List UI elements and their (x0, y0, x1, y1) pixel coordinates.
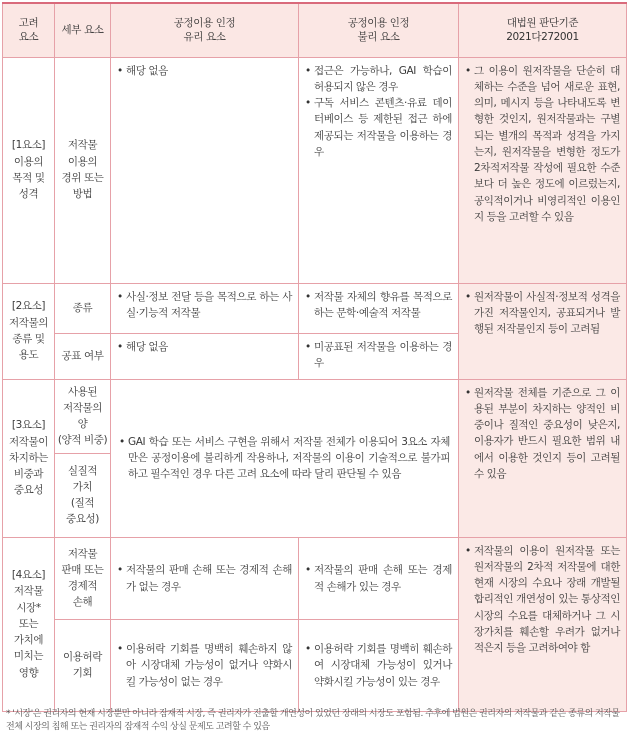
favorable-4b (111, 619, 299, 711)
list-item: • 이용허락 기회를 명백히 훼손하지 않아 시장대체 가능성이 없거나 약화시킬 가능성이 없는 경우 (117, 641, 292, 690)
merged-3 (111, 379, 459, 537)
footnote (6, 708, 624, 734)
factor-2: [2요소] 저작물의 종류 및 용도 (3, 283, 55, 379)
sub-3b: 실질적 가치 (질적 중요성) (55, 453, 111, 537)
header-sub: 세부 요소 (55, 3, 111, 57)
favorable-4a (111, 537, 299, 619)
favorable-2b (111, 333, 299, 379)
header-favorable: 공정이용 인정 유리 요소 (111, 3, 299, 57)
list-item: • 원저작물이 사실적·정보적 성격을 가진 저작물인지, 공표되거나 발행된 저작물인지 등이 고려됨 (465, 289, 620, 338)
court-1 (459, 57, 627, 283)
list-item: • 저작물의 판매 손해 또는 경제적 손해가 있는 경우 (305, 562, 452, 595)
fair-use-table-wrap (0, 2, 627, 712)
list-item: • 그 이용이 원저작물을 단순히 대체하는 수준을 넘어 새로운 표현, 의미, 메시지 등을 나타내도록 변형한 것인지, 원저작물과는 구별되는 별개의 목적과 성격을 가지는지, 원저작물을 변형한 정도가 2차적저작물 작성에 필요한 수준보다 더 높은 정도에 이르렀는지, 공익적이거나 비영리적인 이용인지 등을 고려할 수 있음 (465, 63, 620, 226)
list-item: • 이용허락 기회를 명백히 훼손하여 시장대체 가능성이 있거나 약화시킬 가능성이 있는 경우 (305, 641, 452, 690)
list-item: • GAI 학습 또는 서비스 구현을 위해서 저작물 전체가 이용되어 3요소 자체만은 공정이용에 불리하게 작용하나, 저작물의 이용이 기술적으로 불가피하고 필수적인 경우 다른 고려 요소에 따라 달리 판단될 수 있음 (119, 434, 450, 483)
list-item: • 미공표된 저작물을 이용하는 경우 (305, 339, 452, 372)
unfavorable-2b (299, 333, 459, 379)
unfavorable-4b (299, 619, 459, 711)
header-court: 대법원 판단기준 2021다272001 (459, 3, 627, 57)
sub-4a: 저작물 판매 또는 경제적 손해 (55, 537, 111, 619)
favorable-1 (111, 57, 299, 283)
list-item: • 접근은 가능하나, GAI 학습이 허용되지 않은 경우 (305, 63, 452, 96)
header-factor: 고려 요소 (3, 3, 55, 57)
factor-4: [4요소] 저작물 시장* 또는 가치에 미치는 영향 (3, 537, 55, 711)
court-4 (459, 537, 627, 711)
factor-3: [3요소] 저작물이 차지하는 비중과 중요성 (3, 379, 55, 537)
court-3 (459, 379, 627, 537)
unfavorable-1 (299, 57, 459, 283)
list-item: • 저작물 자체의 향유를 목적으로 하는 문학·예술적 저작물 (305, 289, 452, 322)
list-item: • 구독 서비스 콘텐츠·유료 데이터베이스 등 제한된 접근 하에 제공되는 저작물을 이용하는 경우 (305, 95, 452, 160)
footnote-text: * '시장'은 권리자의 현재 시장뿐만 아니라 잠재적 시장, 즉 권리자가 진출할 개연성이 있었던 장래의 시장도 포함됨. 추후에 법원은 권리자의 저작물과 같은 종류의 저작물 전체 시장의 침해 또는 권리자의 잠재적 수익 상실 문제도 고려할 수 있음 (6, 709, 620, 733)
sub-3a: 사용된 저작물의 양 (양적 비중) (55, 379, 111, 453)
sub-2b: 공표 여부 (55, 333, 111, 379)
unfavorable-4a (299, 537, 459, 619)
unfavorable-2a (299, 283, 459, 333)
sub-4b: 이용허락 기회 (55, 619, 111, 711)
list-item: • 사실·정보 전달 등을 목적으로 하는 사실·기능적 저작물 (117, 289, 292, 322)
factor-1: [1요소] 이용의 목적 및 성격 (3, 57, 55, 283)
court-2 (459, 283, 627, 379)
list-item: • 원저작물 전체를 기준으로 그 이용된 부분이 차지하는 양적인 비중이나 질적인 중요성이 낮은지, 이용자가 반드시 필요한 범위 내에서 이용한 것인지 등이 고려될 수 있음 (465, 385, 620, 483)
sub-1: 저작물 이용의 경위 또는 방법 (55, 57, 111, 283)
list-item: • 저작물의 이용이 원저작물 또는 원저작물의 2차적 저작물에 대한 현재 시장의 수요나 장래 개발될 합리적인 개연성이 있는 통상적인 시장의 수요를 대체하거나 그 시장가치를 훼손할 우려가 없거나 적은지 등을 고려하여야 함 (465, 543, 620, 657)
header-unfavorable: 공정이용 인정 불리 요소 (299, 3, 459, 57)
sub-2a: 종류 (55, 283, 111, 333)
fair-use-table (2, 2, 627, 712)
list-item: • 저작물의 판매 손해 또는 경제적 손해가 없는 경우 (117, 562, 292, 595)
list-item: • 해당 없음 (117, 63, 292, 79)
favorable-2a (111, 283, 299, 333)
list-item: • 해당 없음 (117, 339, 292, 355)
